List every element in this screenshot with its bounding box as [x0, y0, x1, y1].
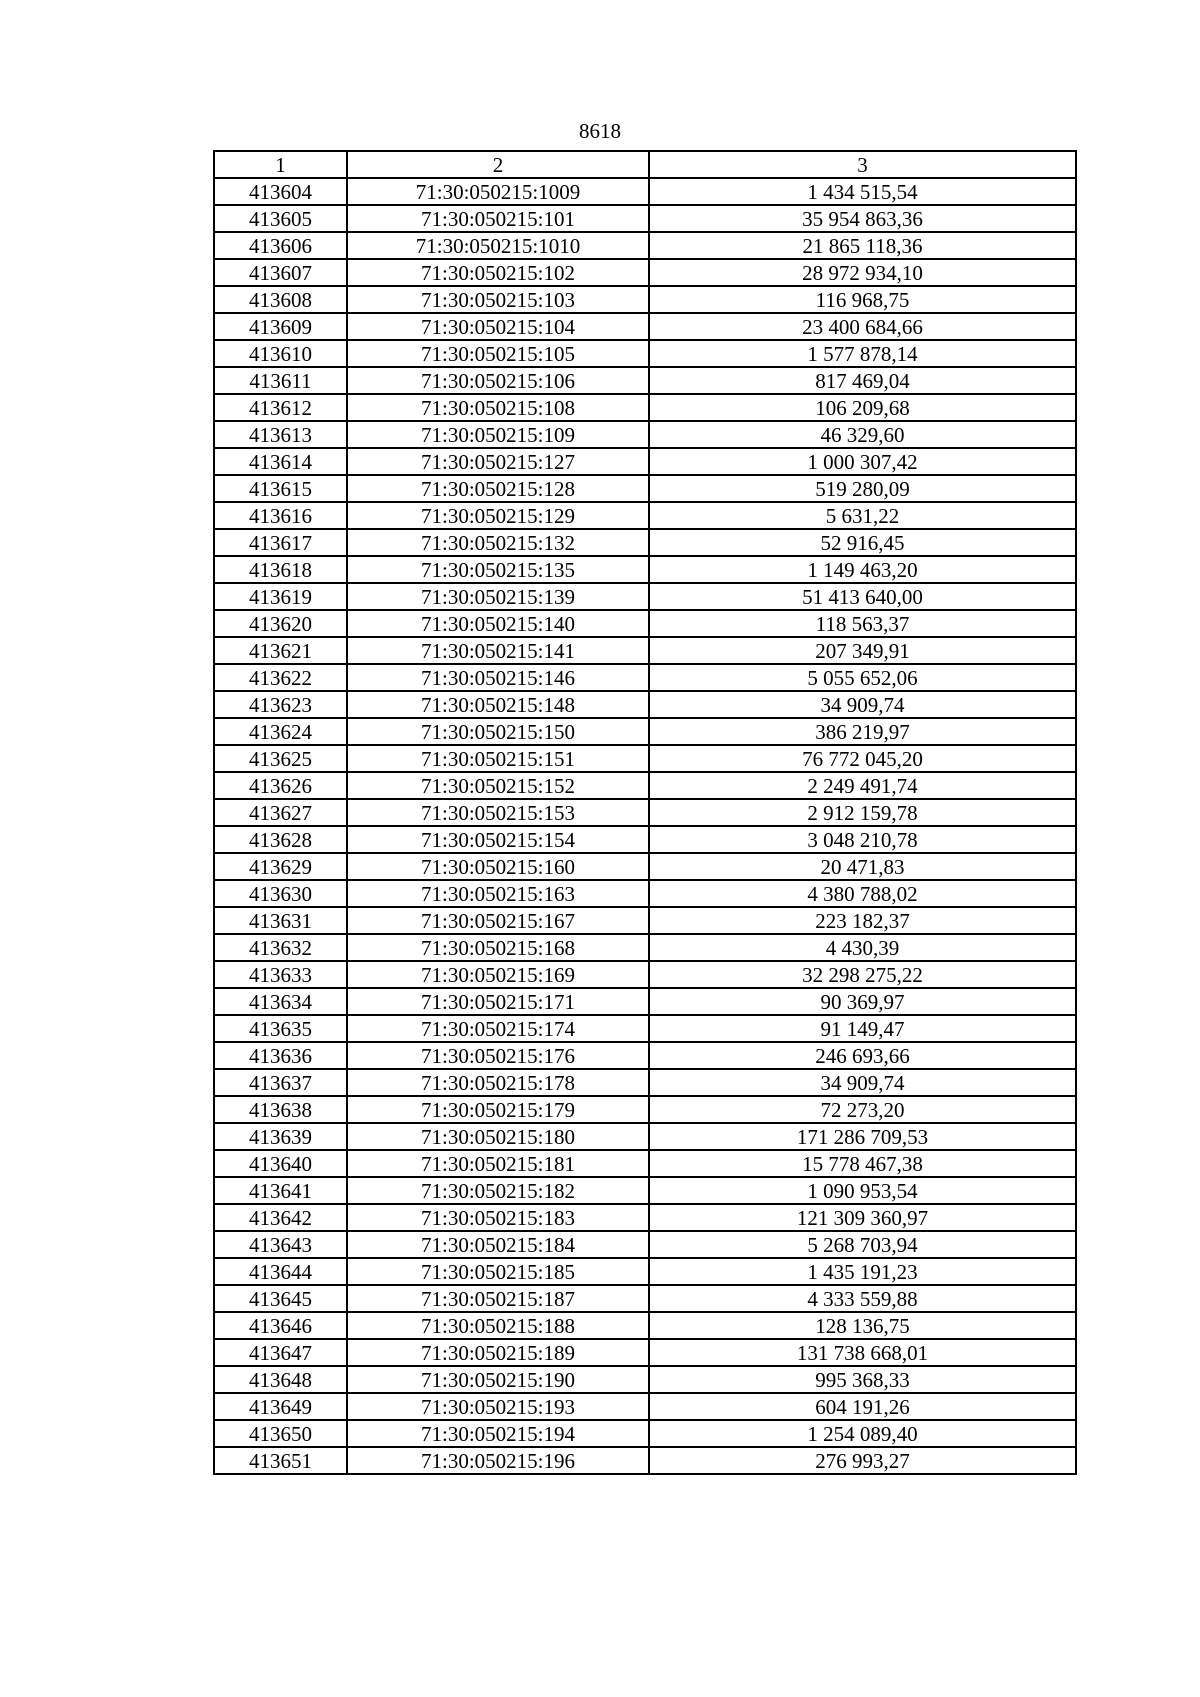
row-number-cell: 413612: [214, 394, 347, 421]
cadastral-value-cell: 32 298 275,22: [649, 961, 1076, 988]
table-row: [214, 1096, 1076, 1123]
cadastral-number-cell: 71:30:050215:185: [347, 1258, 649, 1285]
row-number-cell: 413607: [214, 259, 347, 286]
cadastral-number-cell: 71:30:050215:179: [347, 1096, 649, 1123]
cadastral-number-cell: 71:30:050215:139: [347, 583, 649, 610]
table-row: [214, 772, 1076, 799]
table-row: [214, 340, 1076, 367]
cadastral-value-cell: 171 286 709,53: [649, 1123, 1076, 1150]
cadastral-number-cell: 71:30:050215:163: [347, 880, 649, 907]
cadastral-value-cell: 21 865 118,36: [649, 232, 1076, 259]
cadastral-value-cell: 386 219,97: [649, 718, 1076, 745]
cadastral-number-cell: 71:30:050215:153: [347, 799, 649, 826]
row-number-cell: 413635: [214, 1015, 347, 1042]
cadastral-number-cell: 71:30:050215:188: [347, 1312, 649, 1339]
row-number-cell: 413629: [214, 853, 347, 880]
row-number-cell: 413613: [214, 421, 347, 448]
table-row: [214, 556, 1076, 583]
cadastral-value-cell: 519 280,09: [649, 475, 1076, 502]
table-row: [214, 1231, 1076, 1258]
table-row: [214, 502, 1076, 529]
table-row: [214, 664, 1076, 691]
cadastral-value-cell: 995 368,33: [649, 1366, 1076, 1393]
cadastral-number-cell: 71:30:050215:128: [347, 475, 649, 502]
cadastral-number-cell: 71:30:050215:101: [347, 205, 649, 232]
cadastral-number-cell: 71:30:050215:184: [347, 1231, 649, 1258]
row-number-cell: 413642: [214, 1204, 347, 1231]
row-number-cell: 413619: [214, 583, 347, 610]
cadastral-number-cell: 71:30:050215:174: [347, 1015, 649, 1042]
table-row: [214, 1285, 1076, 1312]
table-row: [214, 1204, 1076, 1231]
row-number-cell: 413645: [214, 1285, 347, 1312]
cadastral-value-cell: 106 209,68: [649, 394, 1076, 421]
table-body: [214, 178, 1076, 1474]
cadastral-number-cell: 71:30:050215:189: [347, 1339, 649, 1366]
row-number-cell: 413627: [214, 799, 347, 826]
cadastral-number-cell: 71:30:050215:176: [347, 1042, 649, 1069]
cadastral-value-cell: 15 778 467,38: [649, 1150, 1076, 1177]
table-row: [214, 529, 1076, 556]
row-number-cell: 413630: [214, 880, 347, 907]
table-row: [214, 880, 1076, 907]
cadastral-value-cell: 1 000 307,42: [649, 448, 1076, 475]
cadastral-number-cell: 71:30:050215:152: [347, 772, 649, 799]
cadastral-value-cell: 1 434 515,54: [649, 178, 1076, 205]
row-number-cell: 413625: [214, 745, 347, 772]
cadastral-value-cell: 28 972 934,10: [649, 259, 1076, 286]
table-row: [214, 961, 1076, 988]
row-number-cell: 413614: [214, 448, 347, 475]
column-header-number: 1: [214, 151, 347, 178]
cadastral-value-cell: 1 254 089,40: [649, 1420, 1076, 1447]
cadastral-value-cell: 4 430,39: [649, 934, 1076, 961]
table-row: [214, 826, 1076, 853]
row-number-cell: 413644: [214, 1258, 347, 1285]
cadastral-value-cell: 5 631,22: [649, 502, 1076, 529]
table-row: [214, 988, 1076, 1015]
cadastral-number-cell: 71:30:050215:103: [347, 286, 649, 313]
cadastral-number-cell: 71:30:050215:106: [347, 367, 649, 394]
cadastral-value-cell: 46 329,60: [649, 421, 1076, 448]
row-number-cell: 413631: [214, 907, 347, 934]
cadastral-value-cell: 1 149 463,20: [649, 556, 1076, 583]
page-number: 8618: [579, 119, 621, 143]
cadastral-number-cell: 71:30:050215:146: [347, 664, 649, 691]
column-header-cadastral-number: 2: [347, 151, 649, 178]
cadastral-number-cell: 71:30:050215:132: [347, 529, 649, 556]
cadastral-value-cell: 4 333 559,88: [649, 1285, 1076, 1312]
row-number-cell: 413624: [214, 718, 347, 745]
cadastral-number-cell: 71:30:050215:104: [347, 313, 649, 340]
table-row: [214, 745, 1076, 772]
cadastral-value-cell: 91 149,47: [649, 1015, 1076, 1042]
row-number-cell: 413606: [214, 232, 347, 259]
table-row: [214, 448, 1076, 475]
cadastral-value-cell: 51 413 640,00: [649, 583, 1076, 610]
table-row: [214, 610, 1076, 637]
cadastral-number-cell: 71:30:050215:169: [347, 961, 649, 988]
row-number-cell: 413636: [214, 1042, 347, 1069]
table-row: [214, 853, 1076, 880]
cadastral-value-cell: 20 471,83: [649, 853, 1076, 880]
table-row: [214, 1366, 1076, 1393]
table-row: [214, 1150, 1076, 1177]
column-header-cadastral-value: 3: [649, 151, 1076, 178]
row-number-cell: 413622: [214, 664, 347, 691]
row-number-cell: 413620: [214, 610, 347, 637]
table-row: [214, 205, 1076, 232]
cadastral-value-cell: 4 380 788,02: [649, 880, 1076, 907]
table-row: [214, 1339, 1076, 1366]
cadastral-number-cell: 71:30:050215:154: [347, 826, 649, 853]
table-row: [214, 1447, 1076, 1474]
cadastral-number-cell: 71:30:050215:190: [347, 1366, 649, 1393]
cadastral-value-cell: 1 577 878,14: [649, 340, 1076, 367]
cadastral-number-cell: 71:30:050215:151: [347, 745, 649, 772]
cadastral-number-cell: 71:30:050215:160: [347, 853, 649, 880]
cadastral-number-cell: 71:30:050215:181: [347, 1150, 649, 1177]
table-row: [214, 583, 1076, 610]
table-row: [214, 1015, 1076, 1042]
cadastral-value-cell: 23 400 684,66: [649, 313, 1076, 340]
row-number-cell: 413623: [214, 691, 347, 718]
cadastral-value-cell: 34 909,74: [649, 691, 1076, 718]
cadastral-number-cell: 71:30:050215:167: [347, 907, 649, 934]
row-number-cell: 413615: [214, 475, 347, 502]
table-row: [214, 313, 1076, 340]
cadastral-number-cell: 71:30:050215:168: [347, 934, 649, 961]
cadastral-number-cell: 71:30:050215:102: [347, 259, 649, 286]
cadastral-number-cell: 71:30:050215:1010: [347, 232, 649, 259]
table-row: [214, 934, 1076, 961]
cadastral-value-cell: 131 738 668,01: [649, 1339, 1076, 1366]
cadastral-value-cell: 604 191,26: [649, 1393, 1076, 1420]
cadastral-number-cell: 71:30:050215:141: [347, 637, 649, 664]
table-row: [214, 1312, 1076, 1339]
cadastral-value-cell: 34 909,74: [649, 1069, 1076, 1096]
table-row: [214, 259, 1076, 286]
cadastral-number-cell: 71:30:050215:187: [347, 1285, 649, 1312]
table-row: [214, 907, 1076, 934]
table-row: [214, 1069, 1076, 1096]
cadastral-number-cell: 71:30:050215:135: [347, 556, 649, 583]
cadastral-number-cell: 71:30:050215:150: [347, 718, 649, 745]
cadastral-number-cell: 71:30:050215:183: [347, 1204, 649, 1231]
row-number-cell: 413650: [214, 1420, 347, 1447]
cadastral-value-cell: 118 563,37: [649, 610, 1076, 637]
table-row: [214, 1042, 1076, 1069]
row-number-cell: 413608: [214, 286, 347, 313]
cadastral-number-cell: 71:30:050215:140: [347, 610, 649, 637]
cadastral-value-cell: 52 916,45: [649, 529, 1076, 556]
row-number-cell: 413651: [214, 1447, 347, 1474]
cadastral-number-cell: 71:30:050215:129: [347, 502, 649, 529]
table-row: [214, 1393, 1076, 1420]
table-row: [214, 637, 1076, 664]
row-number-cell: 413643: [214, 1231, 347, 1258]
cadastral-value-cell: 5 055 652,06: [649, 664, 1076, 691]
row-number-cell: 413628: [214, 826, 347, 853]
row-number-cell: 413633: [214, 961, 347, 988]
cadastral-number-cell: 71:30:050215:105: [347, 340, 649, 367]
row-number-cell: 413617: [214, 529, 347, 556]
row-number-cell: 413649: [214, 1393, 347, 1420]
row-number-cell: 413611: [214, 367, 347, 394]
table-row: [214, 718, 1076, 745]
table-row: [214, 691, 1076, 718]
table-row: [214, 178, 1076, 205]
row-number-cell: 413605: [214, 205, 347, 232]
cadastral-number-cell: 71:30:050215:178: [347, 1069, 649, 1096]
cadastral-value-cell: 2 912 159,78: [649, 799, 1076, 826]
row-number-cell: 413609: [214, 313, 347, 340]
row-number-cell: 413646: [214, 1312, 347, 1339]
cadastral-value-cell: 5 268 703,94: [649, 1231, 1076, 1258]
cadastral-value-cell: 207 349,91: [649, 637, 1076, 664]
cadastral-value-cell: 817 469,04: [649, 367, 1076, 394]
row-number-cell: 413632: [214, 934, 347, 961]
row-number-cell: 413637: [214, 1069, 347, 1096]
cadastral-value-table: [213, 150, 1077, 1475]
row-number-cell: 413618: [214, 556, 347, 583]
cadastral-value-cell: 246 693,66: [649, 1042, 1076, 1069]
table-row: [214, 367, 1076, 394]
row-number-cell: 413626: [214, 772, 347, 799]
table-row: [214, 799, 1076, 826]
cadastral-value-cell: 128 136,75: [649, 1312, 1076, 1339]
cadastral-number-cell: 71:30:050215:148: [347, 691, 649, 718]
row-number-cell: 413610: [214, 340, 347, 367]
table-row: [214, 394, 1076, 421]
cadastral-number-cell: 71:30:050215:193: [347, 1393, 649, 1420]
cadastral-number-cell: 71:30:050215:109: [347, 421, 649, 448]
table-row: [214, 421, 1076, 448]
cadastral-number-cell: 71:30:050215:194: [347, 1420, 649, 1447]
cadastral-value-cell: 276 993,27: [649, 1447, 1076, 1474]
row-number-cell: 413648: [214, 1366, 347, 1393]
table-row: [214, 286, 1076, 313]
table-row: [214, 1258, 1076, 1285]
cadastral-number-cell: 71:30:050215:180: [347, 1123, 649, 1150]
cadastral-number-cell: 71:30:050215:182: [347, 1177, 649, 1204]
row-number-cell: 413647: [214, 1339, 347, 1366]
cadastral-number-cell: 71:30:050215:196: [347, 1447, 649, 1474]
cadastral-number-cell: 71:30:050215:108: [347, 394, 649, 421]
row-number-cell: 413638: [214, 1096, 347, 1123]
table-row: [214, 475, 1076, 502]
cadastral-number-cell: 71:30:050215:127: [347, 448, 649, 475]
table-row: [214, 1177, 1076, 1204]
cadastral-value-cell: 116 968,75: [649, 286, 1076, 313]
row-number-cell: 413616: [214, 502, 347, 529]
row-number-cell: 413604: [214, 178, 347, 205]
cadastral-number-cell: 71:30:050215:171: [347, 988, 649, 1015]
cadastral-value-cell: 35 954 863,36: [649, 205, 1076, 232]
cadastral-value-cell: 90 369,97: [649, 988, 1076, 1015]
header-row: [214, 151, 1076, 178]
table-row: [214, 1420, 1076, 1447]
row-number-cell: 413641: [214, 1177, 347, 1204]
row-number-cell: 413639: [214, 1123, 347, 1150]
table-row: [214, 232, 1076, 259]
cadastral-value-cell: 223 182,37: [649, 907, 1076, 934]
cadastral-number-cell: 71:30:050215:1009: [347, 178, 649, 205]
cadastral-value-cell: 1 435 191,23: [649, 1258, 1076, 1285]
cadastral-value-cell: 3 048 210,78: [649, 826, 1076, 853]
row-number-cell: 413634: [214, 988, 347, 1015]
row-number-cell: 413621: [214, 637, 347, 664]
row-number-cell: 413640: [214, 1150, 347, 1177]
table-row: [214, 1123, 1076, 1150]
cadastral-value-cell: 1 090 953,54: [649, 1177, 1076, 1204]
cadastral-value-cell: 2 249 491,74: [649, 772, 1076, 799]
cadastral-value-cell: 72 273,20: [649, 1096, 1076, 1123]
cadastral-value-cell: 121 309 360,97: [649, 1204, 1076, 1231]
cadastral-value-cell: 76 772 045,20: [649, 745, 1076, 772]
